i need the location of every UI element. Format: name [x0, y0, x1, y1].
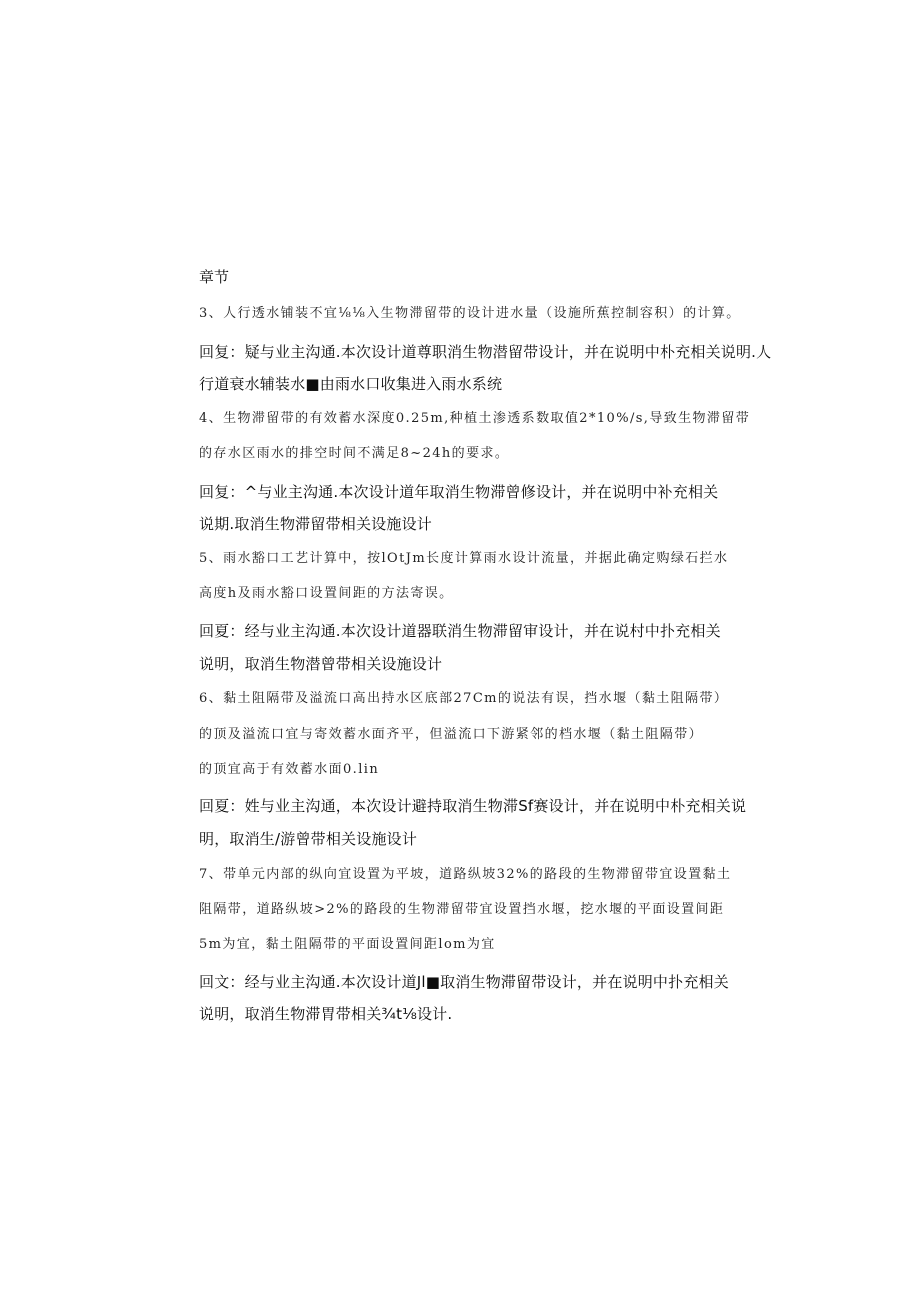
item-5-question-line-1: 5、雨水豁口工艺计算中，按lOtJm长度计算雨水设计流量，并据此确定购绿石拦水 — [199, 551, 729, 566]
item-7-question-line-3: 5m为宜，黏土阻隔带的平面设置间距lom为宜 — [199, 937, 496, 952]
item-3-reply-line-1: 回复：疑与业主沟通.本次设计道尊职消生物潜留带设计，并在说明中朴充相关说明.人 — [199, 343, 772, 361]
item-5-question-line-2: 高度h及雨水豁口设置间距的方法寄误。 — [199, 586, 454, 601]
item-7-reply-line-2: 说明，取消生物滞胃带相关¾t⅛设计. — [199, 1005, 453, 1023]
item-6-question-line-2: 的顶及溢流口宜与寄效蓄水面齐平，但溢流口下游紧邻的档水堰（黏土阻隔带） — [199, 727, 704, 742]
item-3-reply-line-2: 行道衰水辅装水■由雨水口收集进入雨水系统 — [199, 375, 503, 393]
item-5-reply-line-2: 说明，取消生物潜曾带相关设施设计 — [199, 655, 443, 673]
item-4-question-line-2: 的存水区雨水的排空时间不满足8~24h的要求。 — [199, 446, 510, 461]
item-7-reply-line-1: 回文：经与业主沟通.本次设计道Jl■取消生物滞留带设计，并在说明中扑充相关 — [199, 973, 729, 991]
section-heading: 章节 — [199, 268, 230, 286]
item-4-reply-line-2: 说期.取消生物滞留带相关设施设计 — [199, 515, 432, 533]
item-7-question-line-1: 7、带单元内部的纵向宜设置为平坡，道路纵坡32%的路段的生物滞留带宜设置黏土 — [199, 867, 732, 882]
item-6-question-line-3: 的顶宜高于有效蓄水面0.lin — [199, 762, 380, 777]
item-6-question-line-1: 6、黏土阻隔带及溢流口高出持水区底部27Cm的说法有误，挡水堰（黏土阻隔带） — [199, 691, 729, 706]
item-7-question-line-2: 阻隔带，道路纵坡>2%的路段的生物滞留带宜设置挡水堰，挖水堰的平面设置间距 — [199, 902, 725, 917]
item-6-reply-line-2: 明，取消生/游曾带相关设施设计 — [199, 830, 418, 848]
item-5-reply-line-1: 回夏：经与业主沟通.本次设计道器联消生物滞留审设计，并在说村中扑充相关 — [199, 622, 721, 640]
item-4-reply-line-1: 回复：^与业主沟通.本次设计道年取消生物滞曾修设计，并在说明中补充相关 — [199, 483, 719, 501]
item-6-reply-line-1: 回夏：姓与业主沟通，本次设计避持取消生物滞Sf赛设计，并在说明中朴充相关说 — [199, 797, 747, 815]
item-3-question-line-1: 3、人行透水铺装不宜⅛⅛入生物滞留带的设计进水量（设施所蕉控制容积）的计算。 — [199, 306, 741, 321]
item-4-question-line-1: 4、生物滞留带的有效蓄水深度0.25m,种植土渗透系数取值2*10%/s,导致生物滞留带 — [199, 411, 751, 426]
